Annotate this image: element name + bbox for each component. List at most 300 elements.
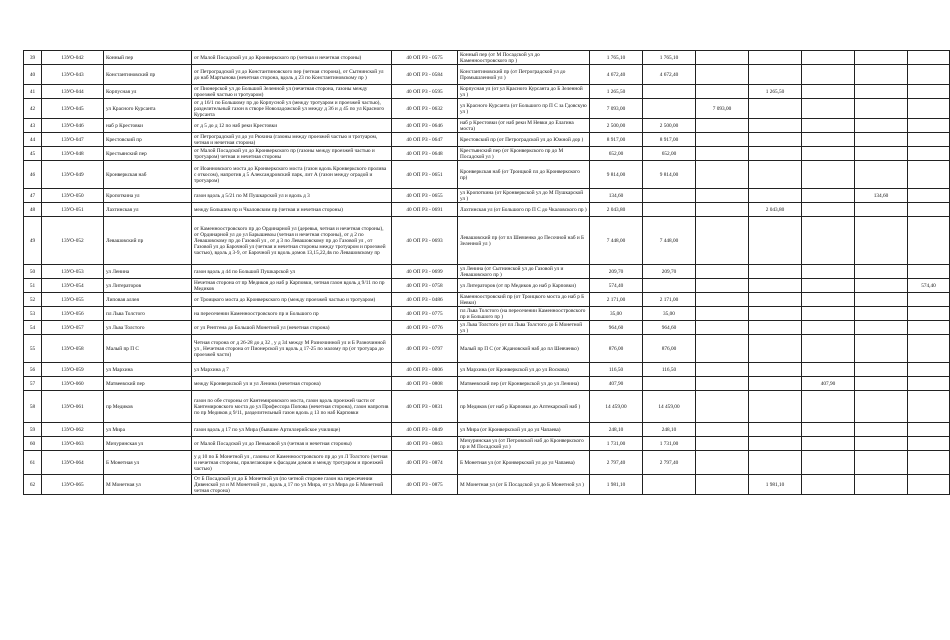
area-col-3 <box>749 51 802 65</box>
area-col-2 <box>696 391 749 423</box>
area-col-5 <box>855 51 908 65</box>
area-col-2 <box>696 147 749 161</box>
object-code: 13УО-044 <box>42 85 104 99</box>
row-number: 42 <box>24 99 42 119</box>
area-col-3 <box>749 377 802 391</box>
total-area: 7 093,00 <box>590 99 643 119</box>
object-code: 13УО-043 <box>42 65 104 85</box>
road-section: Кронверкская наб (от Троицкой пл до Кронверкского пр) <box>458 161 590 189</box>
road-section: ул Мархина (от Кронверкской ул до ул Воскова) <box>458 363 590 377</box>
road-section: ул Литераторов (от пр Медиков до наб р Карповки) <box>458 279 590 293</box>
area-col-1: 14 459,00 <box>643 391 696 423</box>
table-row <box>24 51 950 65</box>
area-col-6 <box>908 437 950 451</box>
street-name: наб р Крестовки <box>104 119 192 133</box>
area-col-2: 7 093,00 <box>696 99 749 119</box>
object-code: 13УО-055 <box>42 293 104 307</box>
road-section: Лахтинская ул (от Большого пр П С до Чкаловского пр ) <box>458 203 590 217</box>
area-col-2 <box>696 65 749 85</box>
object-code: 13УО-059 <box>42 363 104 377</box>
table-row <box>24 377 950 391</box>
area-col-1: 9 814,00 <box>643 161 696 189</box>
area-col-1: 964,60 <box>643 321 696 335</box>
street-name: М Монетная ул <box>104 475 192 495</box>
total-area: 964,60 <box>590 321 643 335</box>
road-section: пл Льва Толстого (на пересечении Каменноостровского пр и Большого пр ) <box>458 307 590 321</box>
row-number: 62 <box>24 475 42 495</box>
row-number: 39 <box>24 51 42 65</box>
total-area: 2 171,00 <box>590 293 643 307</box>
area-col-6 <box>908 293 950 307</box>
table-row <box>24 203 950 217</box>
area-col-6 <box>908 189 950 203</box>
road-section: Мичуринская ул (от Петровской наб до Кронверкского пр и М Посадской ул ) <box>458 437 590 451</box>
road-section: ул Ленина (от Сытнинской ул до Газовой ул и Левашовского пр ) <box>458 265 590 279</box>
object-code: 13УО-046 <box>42 119 104 133</box>
area-col-2 <box>696 279 749 293</box>
registry-number: 40 ОП РЗ - 0647 <box>392 133 458 147</box>
area-col-1: 116,50 <box>643 363 696 377</box>
table-row <box>24 307 950 321</box>
area-col-4 <box>802 217 855 265</box>
area-col-4 <box>802 203 855 217</box>
row-number: 53 <box>24 307 42 321</box>
total-area: 9 814,00 <box>590 161 643 189</box>
area-col-4 <box>802 335 855 363</box>
area-col-6 <box>908 119 950 133</box>
registry-number: 40 ОП РЗ - 0758 <box>392 279 458 293</box>
area-col-4 <box>802 99 855 119</box>
area-col-2 <box>696 85 749 99</box>
area-col-4 <box>802 51 855 65</box>
row-number: 52 <box>24 293 42 307</box>
street-name: Лахтинская ул <box>104 203 192 217</box>
registry-number: 40 ОП РЗ - 0863 <box>392 437 458 451</box>
area-col-2 <box>696 133 749 147</box>
area-col-5 <box>855 279 908 293</box>
area-description: от Петроградской ул до Константиновского пер (четная сторона), от Сытнинской ул до наб Мартынова (нечетная сторона, вдоль д 23 по Константиновскому пр ) <box>192 65 392 85</box>
street-name: Мичуринская ул <box>104 437 192 451</box>
area-col-3 <box>749 391 802 423</box>
total-area: 116,50 <box>590 363 643 377</box>
area-description: Четная сторона от д 26-28 до д 32 , у д 34 между М Разночинной ул и Б Разночинной ул , Нечетная сторона от Пионерской ул вдоль д 17-25 по малому пр (от тротуара до проезжей части) <box>192 335 392 363</box>
row-number: 61 <box>24 451 42 475</box>
total-area: 35,00 <box>590 307 643 321</box>
area-col-1 <box>643 189 696 203</box>
area-col-2 <box>696 363 749 377</box>
area-col-1 <box>643 85 696 99</box>
street-name: ул Мира <box>104 423 192 437</box>
table-row <box>24 293 950 307</box>
area-description: между Большим пр и Чкаловским пр (четная и нечетная стороны) <box>192 203 392 217</box>
area-col-5 <box>855 391 908 423</box>
object-code: 13УО-042 <box>42 51 104 65</box>
row-number: 56 <box>24 363 42 377</box>
row-number: 54 <box>24 321 42 335</box>
registry-number: 40 ОП РЗ - 0655 <box>392 189 458 203</box>
road-section: Константиновский пр (от Петроградской ул до Промышленной ул ) <box>458 65 590 85</box>
object-code: 13УО-061 <box>42 391 104 423</box>
area-col-6 <box>908 85 950 99</box>
area-col-6 <box>908 377 950 391</box>
registry-number: 40 ОП РЗ - 0648 <box>392 147 458 161</box>
total-area: 652,00 <box>590 147 643 161</box>
row-number: 50 <box>24 265 42 279</box>
street-name: Липовая аллея <box>104 293 192 307</box>
total-area: 7 448,00 <box>590 217 643 265</box>
street-registry-table <box>23 50 950 495</box>
area-col-5 <box>855 423 908 437</box>
area-col-3 <box>749 217 802 265</box>
table-row <box>24 279 950 293</box>
area-col-3 <box>749 119 802 133</box>
area-col-3: 1 265,50 <box>749 85 802 99</box>
row-number: 41 <box>24 85 42 99</box>
area-col-4 <box>802 391 855 423</box>
area-col-1: 2 500,00 <box>643 119 696 133</box>
row-number: 49 <box>24 217 42 265</box>
area-col-1: 8 917,00 <box>643 133 696 147</box>
registry-number: 40 ОП РЗ - 0699 <box>392 265 458 279</box>
street-name: ул Ленина <box>104 265 192 279</box>
road-section: Малый пр П С (от Ждановской наб до пл Шевченко) <box>458 335 590 363</box>
area-col-4 <box>802 65 855 85</box>
area-col-4 <box>802 189 855 203</box>
row-number: 47 <box>24 189 42 203</box>
total-area: 574,40 <box>590 279 643 293</box>
area-col-5 <box>855 363 908 377</box>
street-name: Константиновский пр <box>104 65 192 85</box>
object-code: 13УО-047 <box>42 133 104 147</box>
area-description: газон вдоль д 44 по Большой Пушкарской ул <box>192 265 392 279</box>
object-code: 13УО-050 <box>42 189 104 203</box>
area-col-4 <box>802 133 855 147</box>
area-col-3 <box>749 189 802 203</box>
table-row <box>24 335 950 363</box>
area-col-4 <box>802 161 855 189</box>
area-col-4 <box>802 85 855 99</box>
street-name: Б Монетная ул <box>104 451 192 475</box>
area-col-2 <box>696 307 749 321</box>
object-code: 13УО-057 <box>42 321 104 335</box>
row-number: 43 <box>24 119 42 133</box>
area-col-6 <box>908 335 950 363</box>
registry-number: 40 ОП РЗ - 0875 <box>392 475 458 495</box>
row-number: 45 <box>24 147 42 161</box>
area-description: от д 16/1 по Большому пр до Корпусной ул (между тротуаром и проезжей частью), разделительный газон в створе Новоладожской ул между д 36 и д 45 по ул Красного Курсанта <box>192 99 392 119</box>
table-row <box>24 189 950 203</box>
street-name: Корпусная ул <box>104 85 192 99</box>
area-col-5 <box>855 321 908 335</box>
area-col-4 <box>802 279 855 293</box>
area-col-6 <box>908 65 950 85</box>
area-description: ул Мархина д 7 <box>192 363 392 377</box>
area-col-4 <box>802 265 855 279</box>
area-col-1: 1 765,10 <box>643 51 696 65</box>
table-row <box>24 217 950 265</box>
area-col-4 <box>802 475 855 495</box>
area-col-5 <box>855 161 908 189</box>
registry-number: 40 ОП РЗ - 0486 <box>392 293 458 307</box>
street-name: Конный пер <box>104 51 192 65</box>
table-row <box>24 65 950 85</box>
area-col-2 <box>696 265 749 279</box>
row-number: 51 <box>24 279 42 293</box>
row-number: 48 <box>24 203 42 217</box>
table-row <box>24 451 950 475</box>
object-code: 13УО-045 <box>42 99 104 119</box>
registry-number: 40 ОП РЗ - 0646 <box>392 119 458 133</box>
area-col-4 <box>802 307 855 321</box>
row-number: 44 <box>24 133 42 147</box>
area-col-5 <box>855 451 908 475</box>
area-col-5 <box>855 307 908 321</box>
area-col-2 <box>696 217 749 265</box>
area-col-6 <box>908 51 950 65</box>
object-code: 13УО-065 <box>42 475 104 495</box>
registry-number: 40 ОП РЗ - 0691 <box>392 203 458 217</box>
total-area: 1 765,10 <box>590 51 643 65</box>
area-col-3 <box>749 133 802 147</box>
area-col-5 <box>855 475 908 495</box>
total-area: 8 917,00 <box>590 133 643 147</box>
area-col-5 <box>855 335 908 363</box>
table-row <box>24 119 950 133</box>
area-description: Нечетная сторона от пр Медиков до наб р Карповки, четная газон вдоль д 9/11 по пр Медиков <box>192 279 392 293</box>
registry-number: 40 ОП РЗ - 0849 <box>392 423 458 437</box>
row-number: 59 <box>24 423 42 437</box>
area-col-6 <box>908 363 950 377</box>
object-code: 13УО-054 <box>42 279 104 293</box>
area-col-1: 2 797,40 <box>643 451 696 475</box>
area-col-2 <box>696 51 749 65</box>
table-row <box>24 363 950 377</box>
area-col-1: 2 171,00 <box>643 293 696 307</box>
road-section: Крестьянский пер (от Кронверкского пр до М Посадской ул ) <box>458 147 590 161</box>
table-row <box>24 161 950 189</box>
road-section: наб р Крестовки (от наб реки М Невки до Елагина моста) <box>458 119 590 133</box>
area-col-1: 7 448,00 <box>643 217 696 265</box>
total-area: 2 043,80 <box>590 203 643 217</box>
area-col-3 <box>749 307 802 321</box>
row-number: 46 <box>24 161 42 189</box>
area-col-2 <box>696 423 749 437</box>
object-code: 13УО-051 <box>42 203 104 217</box>
area-col-3 <box>749 423 802 437</box>
area-col-5 <box>855 147 908 161</box>
area-col-5 <box>855 293 908 307</box>
row-number: 40 <box>24 65 42 85</box>
road-section: Корпусная ул (от ул Красного Курсанта до Б Зеленной ул ) <box>458 85 590 99</box>
table-row <box>24 321 950 335</box>
area-col-5: 134,60 <box>855 189 908 203</box>
street-name: Крестьянский пер <box>104 147 192 161</box>
table-row <box>24 475 950 495</box>
table-row <box>24 391 950 423</box>
registry-number: 40 ОП РЗ - 0831 <box>392 391 458 423</box>
total-area: 2 797,40 <box>590 451 643 475</box>
area-col-3 <box>749 335 802 363</box>
area-description: между Кронверкской ул и ул Ленина (нечетная сторона) <box>192 377 392 391</box>
street-name: пл Льва Толстого <box>104 307 192 321</box>
area-col-2 <box>696 293 749 307</box>
area-col-6: 574,40 <box>908 279 950 293</box>
area-col-6 <box>908 203 950 217</box>
area-col-1: 652,00 <box>643 147 696 161</box>
table-row <box>24 133 950 147</box>
road-section: ул Льва Толстого (от пл Льва Толстого до Б Монетной ул ) <box>458 321 590 335</box>
total-area: 1 265,50 <box>590 85 643 99</box>
area-col-2 <box>696 451 749 475</box>
road-section: пр Медиков (от наб р Карповки до Аптекарской наб ) <box>458 391 590 423</box>
object-code: 13УО-064 <box>42 451 104 475</box>
area-col-6 <box>908 321 950 335</box>
area-col-4 <box>802 147 855 161</box>
area-description: от д 5 до д 12 по наб реки Крестовки <box>192 119 392 133</box>
area-col-1: 4 672,40 <box>643 65 696 85</box>
area-description: от Каменноостровского пр до Ординарной ул (деревья, четная и нечетная стороны), от Ординарной ул до ул Барышевоы (четная и нечетная стороны), от д 2 по Левашовскому пр до Газовой ул , от д 3 по Левашовскому пр до Газовой ул , от Газовой ул до Барочной ул (четная и нечетная стороны между тротуаром и проезжей частью), вдоль д 3-9, от Барочной ул вдоль домов 13,15,22,4в по Левашовскому пр <box>192 217 392 265</box>
street-name: Крестовский пр <box>104 133 192 147</box>
table-row <box>24 85 950 99</box>
street-name: ул Льва Толстого <box>104 321 192 335</box>
area-col-2 <box>696 335 749 363</box>
total-area: 407,90 <box>590 377 643 391</box>
area-col-2 <box>696 203 749 217</box>
area-col-2 <box>696 321 749 335</box>
area-col-6 <box>908 451 950 475</box>
area-description: от Иоанновского моста до Кронверкского моста (газон вдоль Кронверкского пролива с откосом), напротив д 5 Александровский парк, лит А (газон между оградой и тротуаром) <box>192 161 392 189</box>
area-col-2 <box>696 119 749 133</box>
registry-number: 40 ОП РЗ - 0806 <box>392 363 458 377</box>
area-col-5 <box>855 377 908 391</box>
area-col-5 <box>855 265 908 279</box>
area-col-3 <box>749 99 802 119</box>
table-row <box>24 423 950 437</box>
area-description: газон по обе стороны от Кантемировского моста, газон вдоль проезжей части от Кантемировского моста до ул Профессора Попова (нечетная сторона), газон напротив по пр Медиков д 9/11, разделительный газон вдоль д 13 по наб Карповки <box>192 391 392 423</box>
area-col-5 <box>855 99 908 119</box>
area-col-2 <box>696 189 749 203</box>
road-section: Каменноостровский пр (от Троицкого моста до наб р Б Невки) <box>458 293 590 307</box>
area-col-3 <box>749 321 802 335</box>
area-col-5 <box>855 203 908 217</box>
area-description: от Петроградской ул до ул Рюхина (газоны между проезжей частью и тротуаром, четная и нечетная сторона) <box>192 133 392 147</box>
area-col-6 <box>908 265 950 279</box>
total-area: 1 981,10 <box>590 475 643 495</box>
road-section: Конный пер (от М Посадской ул до Каменноостровского пр ) <box>458 51 590 65</box>
area-description: от ул Рентгена до Большой Монетной ул (нечетная сторона) <box>192 321 392 335</box>
area-col-4 <box>802 293 855 307</box>
area-col-3: 1 981,10 <box>749 475 802 495</box>
object-code: 13УО-062 <box>42 423 104 437</box>
area-description: от Малой Посадской ул до Кронверкского пр (четная и нечетная стороны) <box>192 51 392 65</box>
area-col-6 <box>908 147 950 161</box>
area-col-4 <box>802 451 855 475</box>
object-code: 13УО-048 <box>42 147 104 161</box>
registry-number: 40 ОП РЗ - 0775 <box>392 307 458 321</box>
object-code: 13УО-053 <box>42 265 104 279</box>
road-section: ул Красного Курсанта (от Большого пр П С за Гдовскую ул ) <box>458 99 590 119</box>
total-area: 2 500,00 <box>590 119 643 133</box>
area-col-5 <box>855 85 908 99</box>
road-section: Матвеевский пер (от Кронверкской ул до ул Ленина) <box>458 377 590 391</box>
area-col-6 <box>908 217 950 265</box>
area-description: у д 10 по Б Монетной ул , газоны от Каменноостровского пр до ул Л Толстого (четная и нечетная стороны, прилегающие к фасадам домов и между тротуаром и проезжей частью) <box>192 451 392 475</box>
area-description: на пересечении Каменноостровского пр и Большого пр <box>192 307 392 321</box>
area-col-2 <box>696 377 749 391</box>
street-name: ул Мархина <box>104 363 192 377</box>
area-description: от Троицкого моста до Кронверкского пр (между проезжей частью и тротуаром) <box>192 293 392 307</box>
road-section: М Монетная ул (от Б Посадской ул до Б Монетной ул ) <box>458 475 590 495</box>
area-col-1 <box>643 279 696 293</box>
area-col-3 <box>749 293 802 307</box>
area-description: от Пионерской ул до Большой Зеленной ул (нечетная сторона, газоны между проезжей частью и тротуаром) <box>192 85 392 99</box>
area-col-1: 209,70 <box>643 265 696 279</box>
object-code: 13УО-056 <box>42 307 104 321</box>
area-col-4 <box>802 321 855 335</box>
area-col-1: 35,00 <box>643 307 696 321</box>
object-code: 13УО-049 <box>42 161 104 189</box>
object-code: 13УО-058 <box>42 335 104 363</box>
street-name: Кронверкская наб <box>104 161 192 189</box>
area-col-1 <box>643 203 696 217</box>
row-number: 57 <box>24 377 42 391</box>
road-section: Б Монетная ул (от Кронверкской ул до ул Чапаева) <box>458 451 590 475</box>
area-col-3 <box>749 265 802 279</box>
registry-number: 40 ОП РЗ - 0693 <box>392 217 458 265</box>
row-number: 60 <box>24 437 42 451</box>
registry-number: 40 ОП РЗ - 0776 <box>392 321 458 335</box>
area-col-5 <box>855 133 908 147</box>
total-area: 14 459,00 <box>590 391 643 423</box>
area-col-5 <box>855 119 908 133</box>
area-col-1 <box>643 99 696 119</box>
area-col-5 <box>855 65 908 85</box>
area-col-2 <box>696 161 749 189</box>
total-area: 248,10 <box>590 423 643 437</box>
area-col-4 <box>802 119 855 133</box>
total-area: 876,00 <box>590 335 643 363</box>
registry-number: 40 ОП РЗ - 0584 <box>392 65 458 85</box>
area-description: От Б Посадской ул до Б Монетной ул (по четной стороне газон на пересечении Дивенской ул и М Монетной ул , вдоль д 17 по ул Мира, от ул Мира до Б Монетной четная сторона) <box>192 475 392 495</box>
area-description: от Малой Посадской ул до Кронверкского пр (газоны между проезжей частью и тротуаром) четная и нечетная стороны <box>192 147 392 161</box>
street-name: ул Красного Курсанта <box>104 99 192 119</box>
area-col-5 <box>855 437 908 451</box>
street-name: Матвеевский пер <box>104 377 192 391</box>
registry-number: 40 ОП РЗ - 0874 <box>392 451 458 475</box>
area-col-6 <box>908 423 950 437</box>
area-col-2 <box>696 475 749 495</box>
area-description: от Малой Посадской ул до Пеньковой ул (четная и нечетная стороны) <box>192 437 392 451</box>
street-name: пр Медиков <box>104 391 192 423</box>
area-col-6 <box>908 391 950 423</box>
table-row <box>24 147 950 161</box>
registry-number: 40 ОП РЗ - 0575 <box>392 51 458 65</box>
area-col-6 <box>908 475 950 495</box>
area-col-3 <box>749 161 802 189</box>
area-col-3 <box>749 437 802 451</box>
area-col-3 <box>749 279 802 293</box>
area-col-1 <box>643 377 696 391</box>
area-col-6 <box>908 161 950 189</box>
area-col-6 <box>908 99 950 119</box>
area-col-4 <box>802 423 855 437</box>
area-description: газон вдоль д 5/21 по М Пушкарской ул и вдоль д 3 <box>192 189 392 203</box>
registry-number: 40 ОП РЗ - 0632 <box>392 99 458 119</box>
area-col-5 <box>855 217 908 265</box>
street-name: Малый пр П С <box>104 335 192 363</box>
total-area: 4 672,40 <box>590 65 643 85</box>
object-code: 13УО-052 <box>42 217 104 265</box>
